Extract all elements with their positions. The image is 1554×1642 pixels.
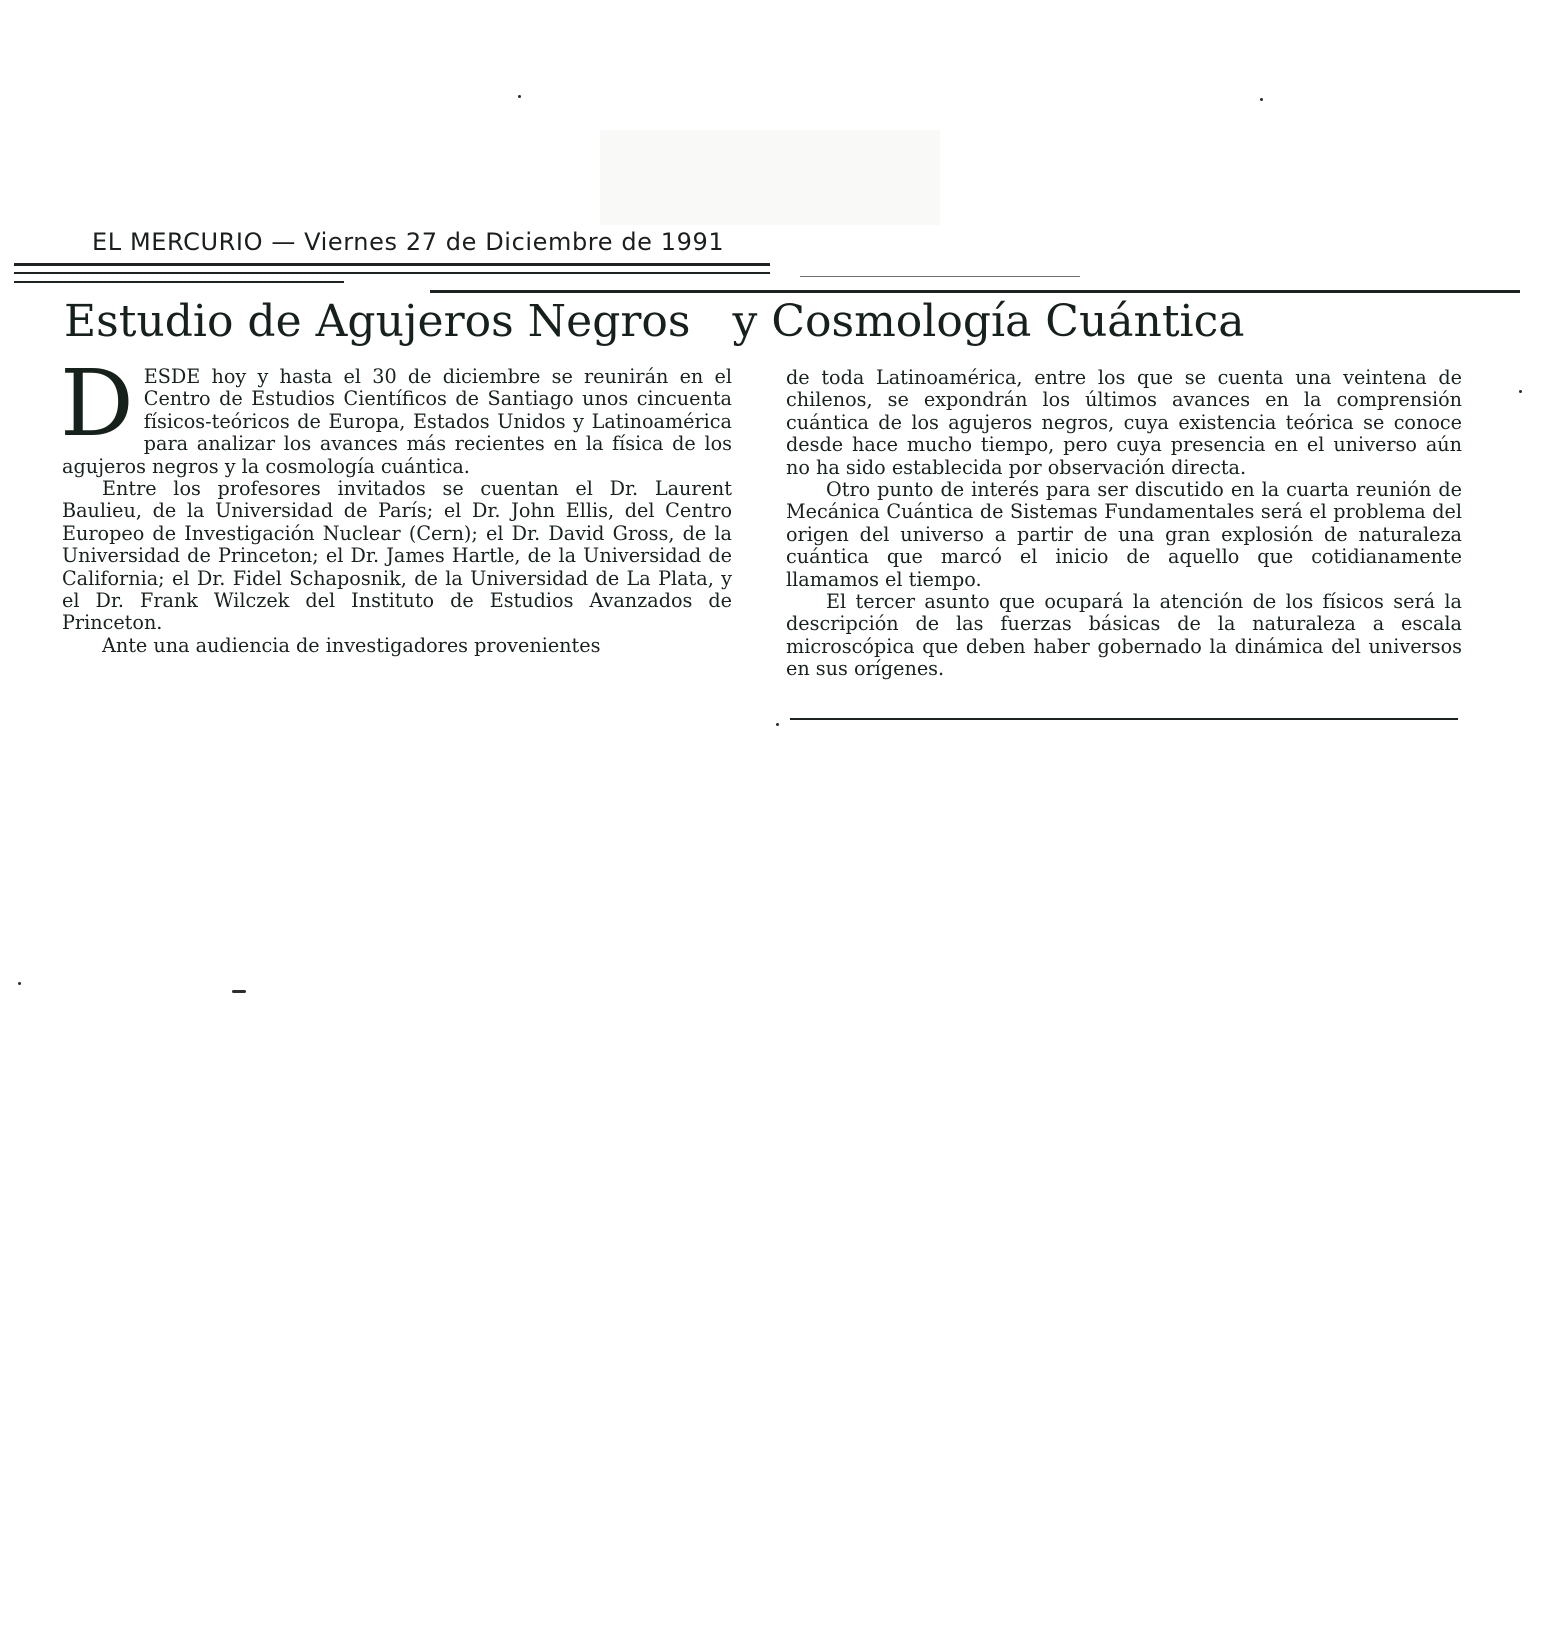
- headline-rule: [430, 290, 1520, 293]
- article-end-rule: [790, 718, 1458, 720]
- scan-speck: [1519, 390, 1522, 393]
- scan-speck: [776, 723, 779, 726]
- paragraph-6: El tercer asunto que ocupará la atención de los físicos será la descripción de las fuerzas básicas de la naturaleza a escala microscópica que deben haber gobernado la dinámica del universos en sus orígenes.: [786, 590, 1462, 681]
- scan-speck: [232, 990, 246, 993]
- masthead-rule-top: [14, 263, 770, 266]
- paragraph-1-text: ESDE hoy y hasta el 30 de diciembre se reunirán en el Centro de Estudios Científicos de Santiago unos cincuenta físicos-teóricos de Europa, Estados Unidos y Latinoamérica para analizar los avances más recientes en la física de los agujeros negros y la cosmología cuántica.: [62, 365, 732, 478]
- drop-cap: D: [60, 350, 134, 457]
- headline-part-2: y Cosmología Cuántica: [732, 296, 1245, 347]
- masthead-rule-faint: [800, 276, 1080, 277]
- masthead-rule-middle: [14, 272, 770, 274]
- paragraph-5: Otro punto de interés para ser discutido en la cuarta reunión de Mecánica Cuántica de Sistemas Fundamentales será el problema del origen del universo a partir de una gran explosión de naturaleza cuántica que marcó el inicio de aquello que cotidianamente llamamos el tiempo.: [786, 478, 1462, 591]
- article-column-left: [60, 350, 732, 657]
- scan-speck: [1260, 98, 1263, 101]
- scan-speck: [518, 95, 521, 98]
- paragraph-2: Entre los profesores invitados se cuentan el Dr. Laurent Baulieu, de la Universidad de París; el Dr. John Ellis, del Centro Europeo de Investigación Nuclear (Cern); el Dr. David Gross, de la Universidad de Princeton; el Dr. James Hartle, de la Universidad de California; el Dr. Fidel Schaposnik, de la Universidad de La Plata, y el Dr. Frank Wilczek del Instituto de Estudios Avanzados de Princeton.: [62, 477, 732, 635]
- scan-smudge: [600, 130, 940, 225]
- article-column-right: [786, 367, 1462, 681]
- headline: [64, 296, 1364, 347]
- masthead-rule-short: [14, 281, 344, 283]
- paragraph-3: Ante una audiencia de investigadores provenientes: [102, 633, 601, 657]
- headline-part-1: Estudio de Agujeros Negros: [64, 296, 691, 347]
- paragraph-4: de toda Latinoamérica, entre los que se cuenta una veintena de chilenos, se expondrán los últimos avances en la comprensión cuántica de los agujeros negros, cuya existencia teórica se conoce desde hace mucho tiempo, pero cuya presencia en el universo aún no ha sido establecida por observación directa.: [786, 366, 1462, 479]
- paragraph-1: [60, 350, 732, 478]
- scan-speck: [18, 982, 21, 985]
- masthead: EL MERCURIO — Viernes 27 de Diciembre de 1991: [92, 228, 725, 256]
